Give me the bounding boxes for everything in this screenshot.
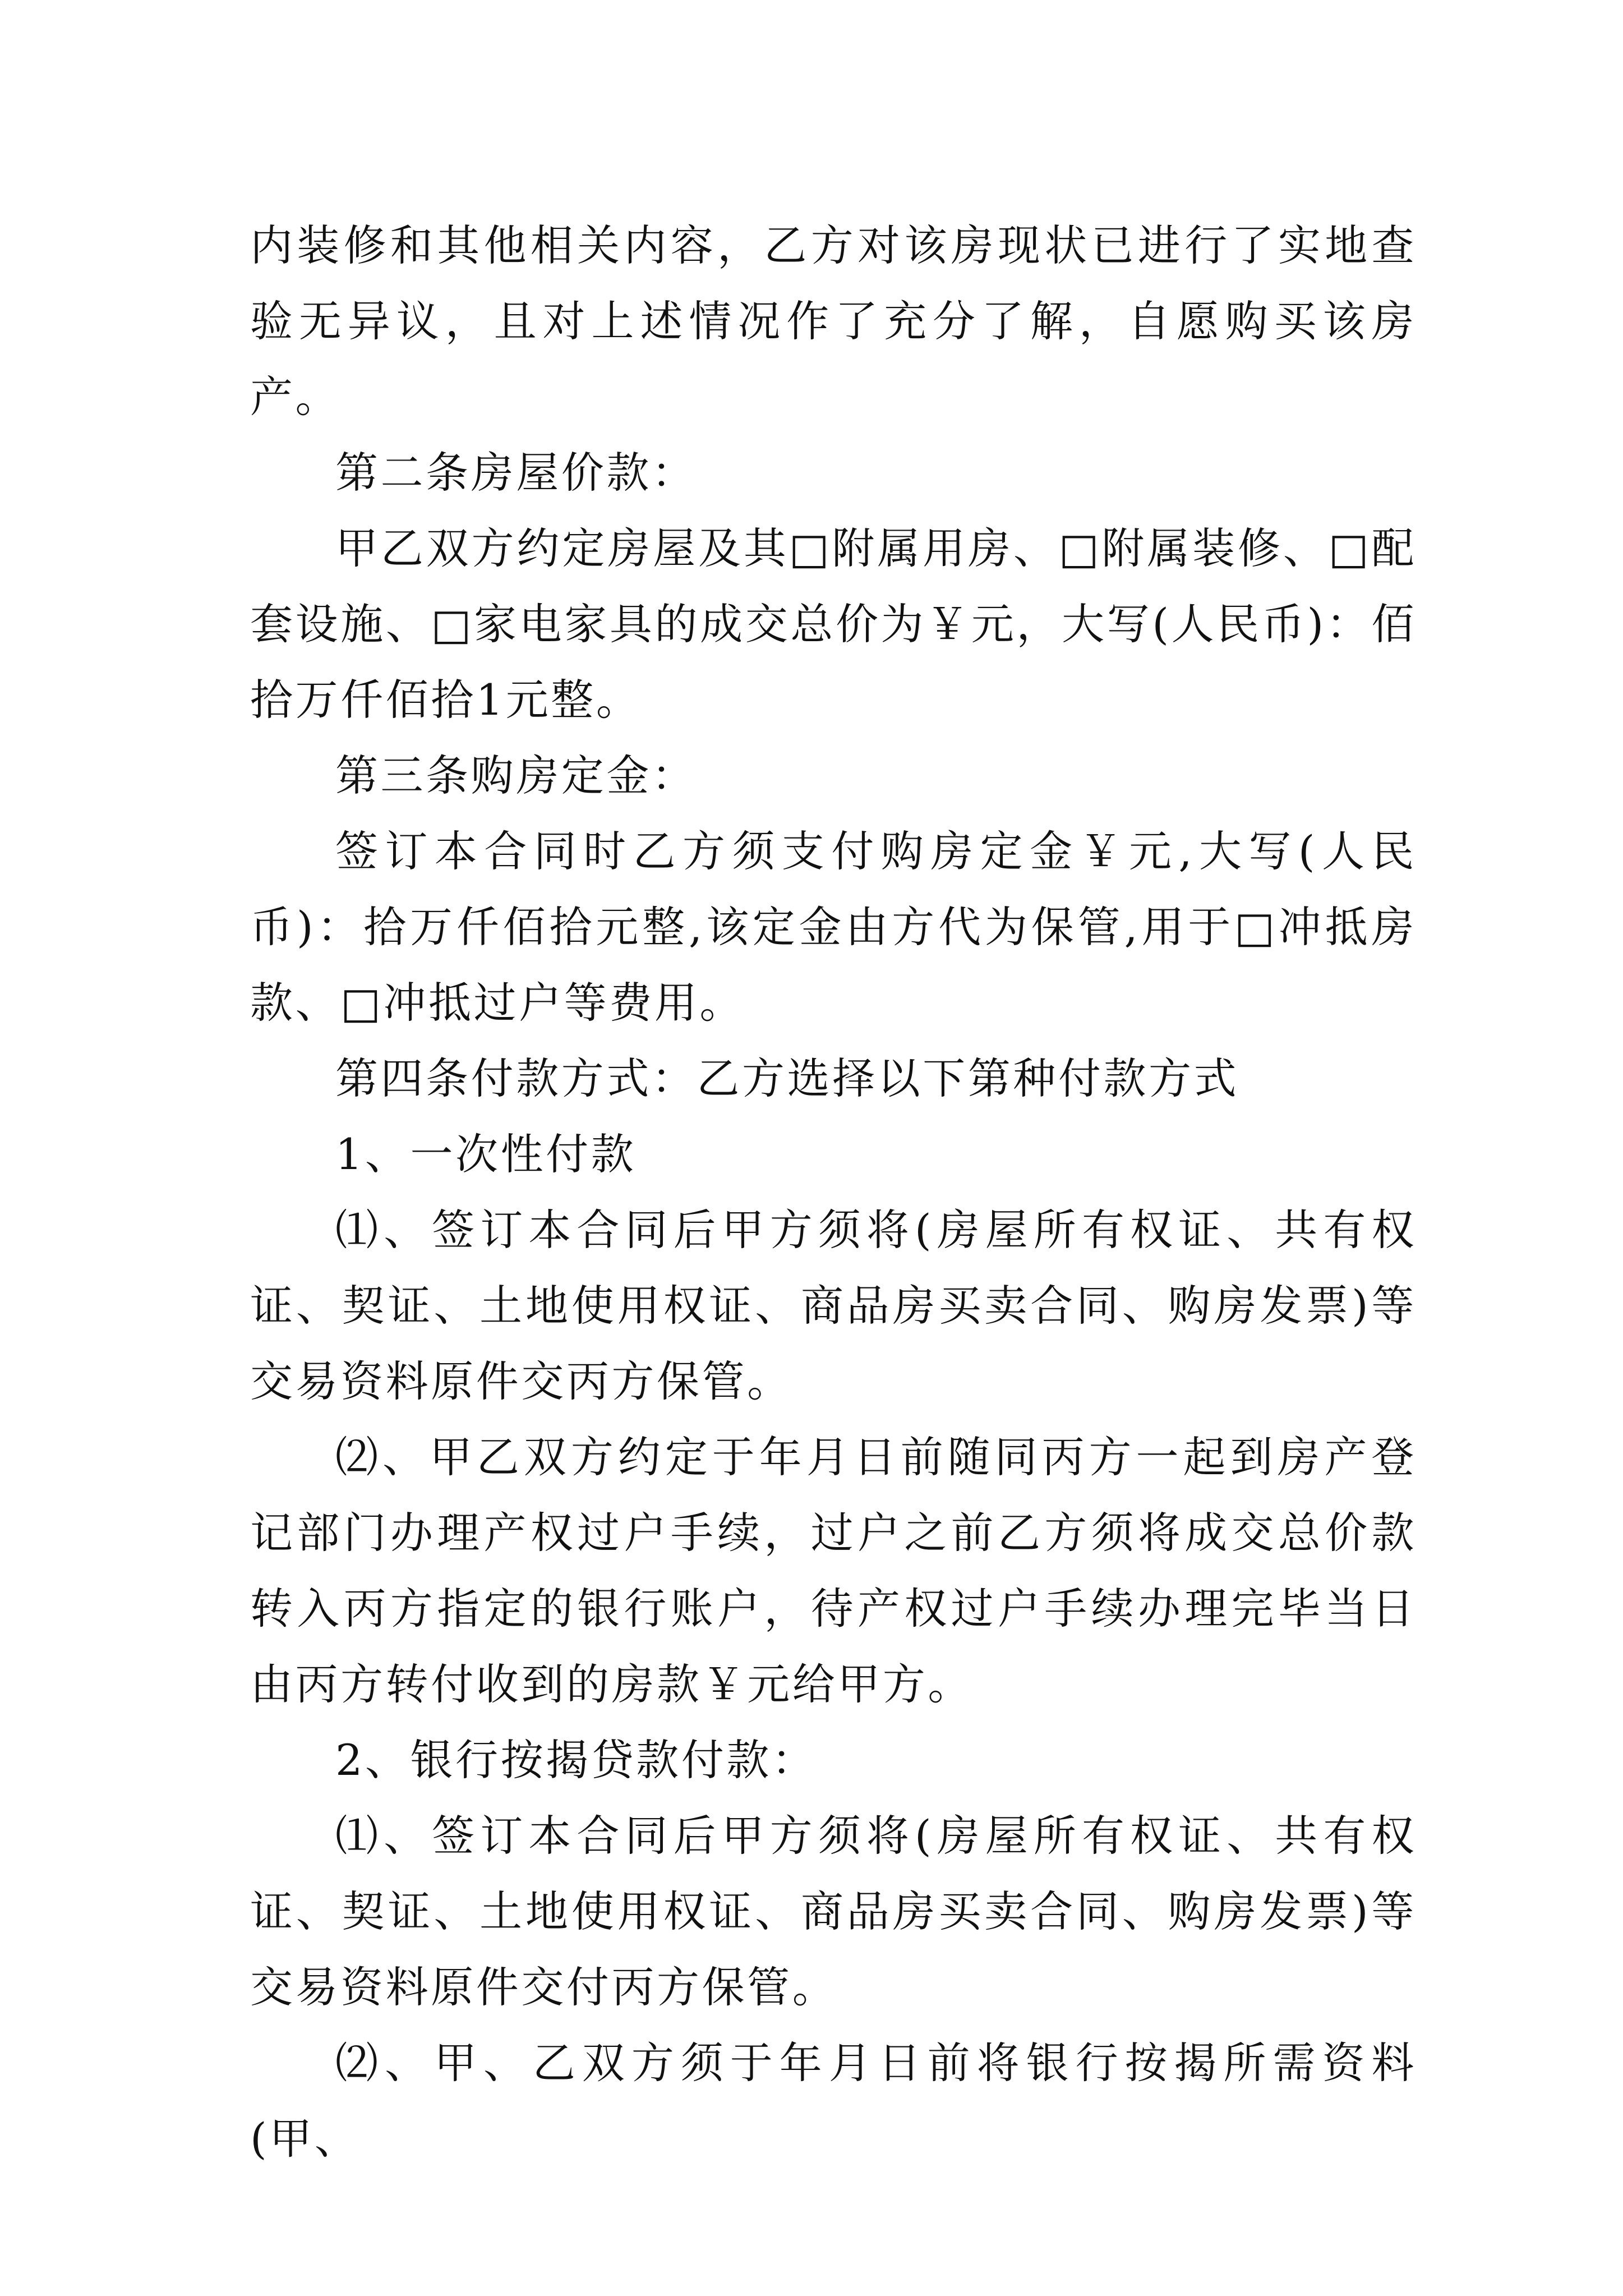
paragraph-intro-continuation: 内装修和其他相关内容，乙方对该房现状已进行了实地查验无异议，且对上述情况作了充分了解，自愿购买该房产。	[250, 220, 1417, 422]
payment-option-1-item-2: ⑵、甲乙双方约定于年月日前随同丙方一起到房产登记部门办理产权过户手续，过户之前乙方须将成交总价款转入丙方指定的银行账户，待产权过户手续办理完毕当日由丙方转付收到的房款￥元给甲方。	[250, 1432, 1417, 1709]
article-2-heading: 第二条房屋价款：	[335, 448, 697, 498]
payment-option-2-item-1: ⑴、签订本合同后甲方须将(房屋所有权证、共有权证、契证、土地使用权证、商品房买卖合同、购房发票)等交易资料原件交付丙方保管。	[250, 1811, 1417, 2012]
article-4-heading: 第四条付款方式：乙方选择以下第种付款方式	[335, 1053, 1239, 1103]
payment-option-1-heading: 1、一次性付款	[335, 1129, 637, 1179]
article-3-body: 签订本合同时乙方须支付购房定金￥元,大写(人民币)：拾万仟佰拾元整,该定金由方代为保管,用于□冲抵房款、□冲抵过户等费用。	[250, 826, 1417, 1028]
document-body	[250, 208, 1417, 2177]
payment-option-2-heading: 2、银行按揭贷款付款：	[335, 1735, 817, 1785]
article-2-body: 甲乙双方约定房屋及其□附属用房、□附属装修、□配套设施、□家电家具的成交总价为￥元，大写(人民币)：佰拾万仟佰拾1元整。	[250, 523, 1417, 725]
payment-option-2-item-2: ⑵、甲、乙双方须于年月日前将银行按揭所需资料(甲、	[250, 2038, 1417, 2164]
payment-option-1-item-1: ⑴、签订本合同后甲方须将(房屋所有权证、共有权证、契证、土地使用权证、商品房买卖合同、购房发票)等交易资料原件交丙方保管。	[250, 1205, 1417, 1406]
article-3-heading: 第三条购房定金：	[335, 751, 697, 800]
